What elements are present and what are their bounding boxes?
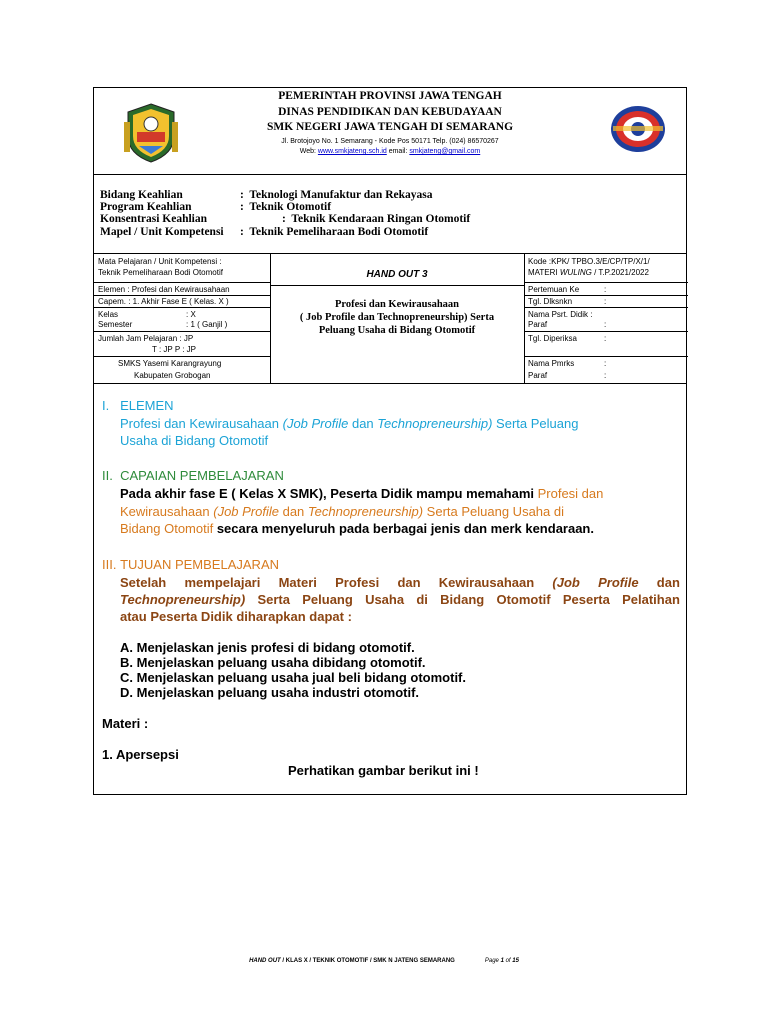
tgl-diperiksa-label: Tgl. Diperiksa [528, 334, 577, 343]
info-value: Teknik Otomotif [249, 201, 332, 213]
tujuan-word: Profesi [335, 575, 380, 590]
section-2-title: CAPAIAN PEMBELAJARAN [120, 468, 284, 483]
capaian-text-b: Profesi dan [537, 486, 604, 501]
center-title-line-1: Profesi dan Kewirausahaan [334, 299, 460, 310]
tujuan-line-1 [120, 575, 680, 590]
center-title-line-3: Peluang Usaha di Bidang Otomotif [318, 325, 476, 336]
table-left-row-line [94, 356, 270, 357]
elemen-text-d: Technopreneurship) [377, 416, 493, 431]
info-value: Teknik Kendaraan Ringan Otomotif [291, 213, 471, 225]
school-name: SMKS Yasemi Karangrayung [118, 359, 222, 368]
tujuan-word: Setelah [120, 575, 167, 590]
info-label: Program Keahlian [100, 201, 192, 213]
pertemuan-colon: : [604, 285, 607, 294]
email-label: email: [386, 148, 410, 155]
elemen-text-e: Serta Peluang [492, 416, 579, 431]
header-line-1: PEMERINTAH PROVINSI JAWA TENGAH [278, 90, 502, 102]
header-address: Jl. Brotojoyo No. 1 Semarang - Kode Pos 50171 Telp. (024) 86570267 [281, 138, 499, 145]
tujuan-word: Kewirausahaan [438, 575, 535, 590]
info-label: Bidang Keahlian [100, 189, 183, 201]
table-right-row-line [524, 282, 688, 283]
tujuan-word: Otomotif [496, 592, 551, 607]
kelas-label: Kelas [98, 310, 119, 319]
apersepsi-heading: 1. Apersepsi [102, 747, 179, 762]
elemen-text-c: dan [348, 416, 378, 431]
capaian-text-i: secara menyeluruh pada berbagai jenis dan merk kendaraan. [213, 521, 594, 536]
info-sep: : [282, 213, 286, 225]
elemen-line-2: Usaha di Bidang Otomotif [120, 433, 269, 448]
table-right-row-line [524, 307, 688, 308]
tgl-diksnkn-colon: : [604, 297, 607, 306]
tujuan-word: dan [656, 575, 680, 590]
kode-wuling: WULING [559, 268, 592, 277]
section-1-heading [102, 398, 174, 413]
tujuan-word: mempelajari [184, 575, 261, 590]
info-label: Konsentrasi Keahlian [100, 213, 208, 225]
kode-materi: MATERI [528, 268, 560, 277]
paraf-colon-2: : [604, 371, 607, 380]
section-1-title: ELEMEN [120, 398, 174, 413]
semester-value: : 1 ( Ganjil ) [186, 320, 228, 329]
info-divider [94, 253, 686, 254]
nama-peserta-label: Nama Psrt. Didik : [528, 310, 593, 319]
header-contact [94, 148, 686, 155]
nama-pemeriksa-label: Nama Pmrks [528, 359, 575, 368]
paraf-label-2: Paraf [528, 371, 548, 380]
elemen-text-a: Profesi dan Kewirausahaan [120, 416, 283, 431]
table-left-row-line [94, 331, 270, 332]
info-sep: : [240, 226, 244, 238]
nama-pemeriksa-colon: : [604, 359, 607, 368]
center-title-line-2: ( Job Profile dan Technopreneurship) Serta [299, 312, 495, 323]
section-3-heading [102, 557, 279, 572]
elemen-line-1 [120, 416, 578, 431]
document-frame [93, 87, 687, 795]
paraf-colon-1: : [604, 320, 607, 329]
section-2-number: II. [102, 468, 113, 483]
tujuan-word: (Job [552, 575, 580, 590]
tgl-diksnkn-label: Tgl. Dlksnkn [528, 297, 573, 306]
footer-info: / KLAS X / TEKNIK OTOMOTIF / SMK N JATENG SEMARANG [280, 958, 455, 964]
header-line-3: SMK NEGERI JAWA TENGAH DI SEMARANG [266, 121, 514, 133]
info-value: Teknologi Manufaktur dan Rekayasa [249, 189, 433, 201]
capaian-text-c: Kewirausahaan [120, 504, 214, 519]
tujuan-line-2 [120, 592, 680, 607]
capaian-text-a: Pada akhir fase E ( Kelas X SMK), Peserta Didik mampu memahami [120, 486, 538, 501]
paraf-label-1: Paraf [528, 320, 548, 329]
jam-pelajaran-text: Jumlah Jam Pelajaran : JP [98, 334, 194, 343]
handout-title: HAND OUT 3 [366, 269, 428, 280]
capaian-text-h: Bidang Otomotif [120, 521, 214, 536]
table-right-row-line [524, 331, 688, 332]
capaian-line-1 [120, 486, 603, 501]
tujuan-word: Bidang [440, 592, 485, 607]
objective-item-b: B. Menjelaskan peluang usaha dibidang otomotif. [120, 655, 426, 670]
info-value: Teknik Pemeliharaan Bodi Otomotif [249, 226, 429, 238]
table-bottom-line [94, 383, 686, 384]
pertemuan-label: Pertemuan Ke [528, 285, 580, 294]
kode-tp: / T.P.2021/2022 [591, 268, 649, 277]
tujuan-word: Technopreneurship) [120, 592, 246, 607]
info-row-konsentrasi [100, 213, 470, 225]
capaian-text-f: Technopreneurship) [307, 504, 424, 519]
footer-page-number: 1 [500, 958, 504, 964]
section-2-heading [102, 468, 284, 483]
objective-item-d: D. Menjelaskan peluang usaha industri otomotif. [120, 685, 420, 700]
capem-text: Capem. : 1. Akhir Fase E ( Kelas. X ) [98, 297, 229, 306]
mapel-label: Mata Pelajaran / Unit Kompetensi : [98, 257, 222, 266]
capaian-text-e: dan [278, 504, 308, 519]
materi-heading: Materi : [102, 716, 149, 731]
info-label: Mapel / Unit Kompetensi [100, 226, 224, 238]
footer-handout: HAND OUT [249, 958, 281, 964]
header-divider [94, 174, 686, 175]
table-left-row-line [94, 295, 270, 296]
info-sep: : [240, 201, 244, 213]
capaian-line-3 [120, 521, 594, 536]
info-row-program [100, 201, 331, 213]
tujuan-word: Materi [278, 575, 317, 590]
tujuan-word: Pelatihan [622, 592, 680, 607]
footer-page-total: 15 [512, 958, 519, 964]
info-row-bidang [100, 189, 432, 201]
mapel-value: Teknik Pemeliharaan Bodi Otomotif [98, 268, 223, 277]
school-region: Kabupaten Grobogan [134, 371, 211, 380]
tujuan-word: Peluang [302, 592, 353, 607]
kode-line-2 [528, 268, 649, 277]
info-row-mapel [100, 226, 428, 238]
web-label: Web: [299, 148, 318, 155]
table-center-row-line [270, 285, 524, 286]
capaian-text-d: (Job Profile [213, 504, 279, 519]
objective-item-c: C. Menjelaskan peluang usaha jual beli bidang otomotif. [120, 670, 466, 685]
section-3-title: TUJUAN PEMBELAJARAN [120, 557, 279, 572]
elemen-text: Elemen : Profesi dan Kewirausahaan [98, 285, 230, 294]
tujuan-word: Profile [598, 575, 639, 590]
section-1-number: I. [102, 398, 110, 413]
tujuan-word: dan [397, 575, 421, 590]
elemen-text-b: (Job Profile [282, 416, 349, 431]
email-link[interactable]: smkjateng@gmail.com [409, 148, 481, 155]
tujuan-word: di [416, 592, 428, 607]
tujuan-word: Usaha [365, 592, 405, 607]
table-left-row-line [94, 307, 270, 308]
tgl-diperiksa-colon: : [604, 334, 607, 343]
capaian-text-g: Serta Peluang Usaha di [423, 504, 564, 519]
objective-item-a: A. Menjelaskan jenis profesi di bidang otomotif. [120, 640, 415, 655]
table-right-row-line [524, 356, 688, 357]
page-footer [0, 958, 768, 964]
jam-tp-text: T : JP P : JP [152, 345, 197, 354]
table-left-row-line [94, 282, 270, 283]
tujuan-word: Serta [257, 592, 290, 607]
kelas-value: : X [186, 310, 196, 319]
kode-line-1: Kode :KPK/ TPBO.3/E/CP/TP/X/1/ [528, 257, 650, 266]
semester-label: Semester [98, 320, 133, 329]
tujuan-word: Peserta [562, 592, 610, 607]
footer-page-label: Page [484, 958, 501, 964]
capaian-line-2 [120, 504, 564, 519]
table-col-divider-2 [524, 253, 525, 383]
info-sep: : [240, 189, 244, 201]
table-right-row-line [524, 295, 688, 296]
website-link[interactable]: www.smkjateng.sch.id [317, 148, 387, 155]
tujuan-line-3: atau Peserta Didik diharapkan dapat : [120, 609, 352, 624]
header-line-2: DINAS PENDIDIKAN DAN KEBUDAYAAN [278, 106, 502, 118]
perhatikan-text: Perhatikan gambar berikut ini ! [288, 763, 479, 778]
footer-page-of: of [503, 958, 513, 964]
section-3-number: III. [102, 557, 117, 572]
